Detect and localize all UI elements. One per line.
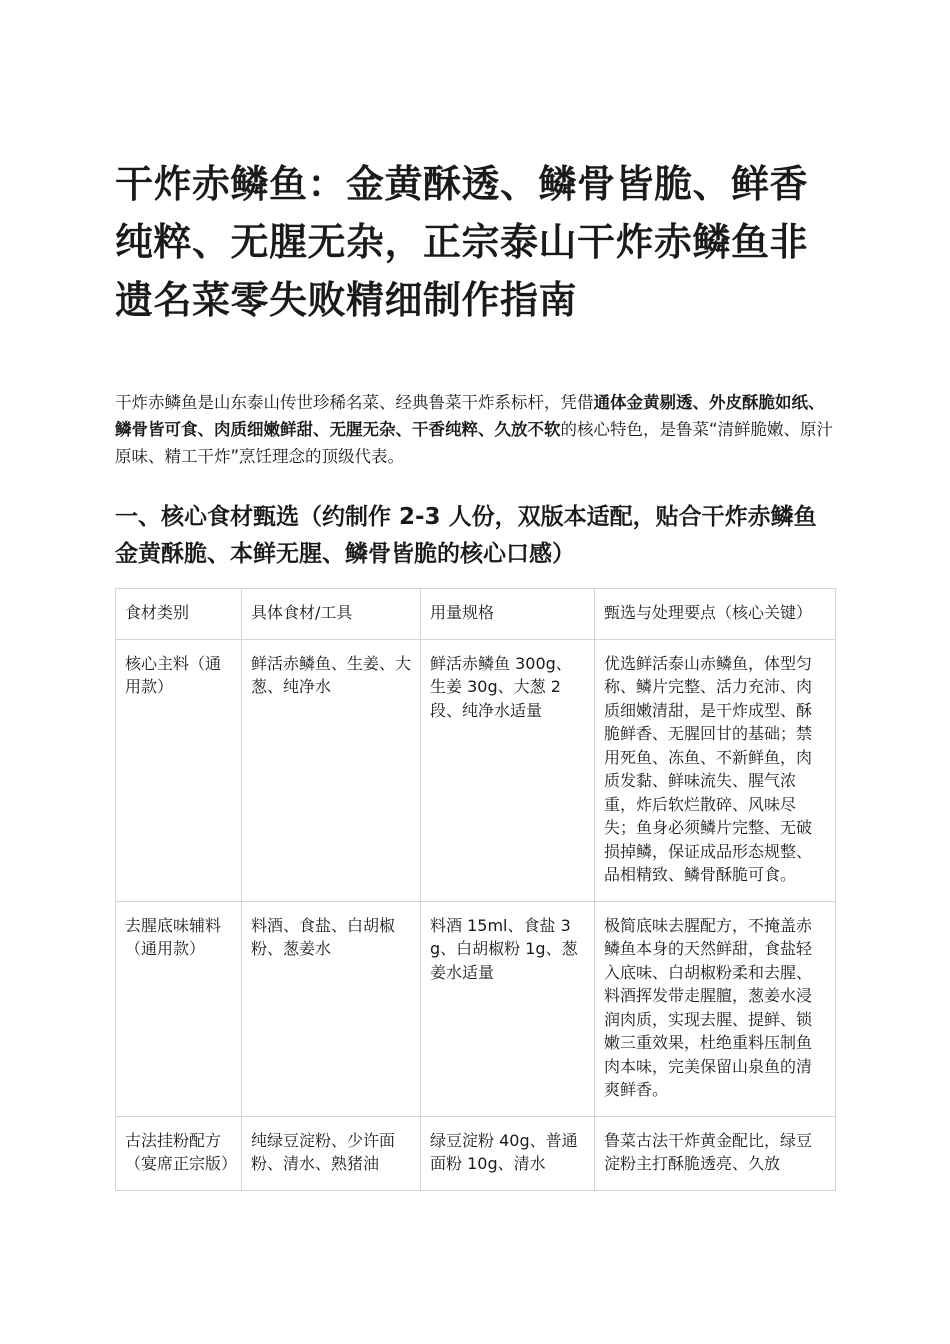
- category-cell: 古法挂粉配方（宴席正宗版）: [116, 1116, 242, 1190]
- notes-cell: 极简底味去腥配方，不掩盖赤鳞鱼本身的天然鲜甜，食盐轻入底味、白胡椒粉柔和去腥、料酒挥发带走腥膻，葱姜水浸润肉质，实现去腥、提鲜、锁嫩三重效果，杜绝重料压制鱼肉本味，完美保留山泉鱼的清爽鲜香。: [595, 901, 836, 1116]
- table-header-cell: 具体食材/工具: [242, 589, 421, 640]
- table-header-cell: 食材类别: [116, 589, 242, 640]
- intro-paragraph: [115, 389, 837, 470]
- notes-cell: 鲁菜古法干炸黄金配比，绿豆淀粉主打酥脆透亮、久放: [595, 1116, 836, 1190]
- table-row: [116, 639, 836, 901]
- section-heading: 一、核心食材甄选（约制作 2-3 人份，双版本适配，贴合干炸赤鳞鱼金黄酥脆、本鲜无腥、鳞骨皆脆的核心口感）: [115, 504, 817, 567]
- items-cell: 鲜活赤鳞鱼、生姜、大葱、纯净水: [242, 639, 421, 901]
- intro-text-2: 的核心特色，是鲁菜“清鲜脆嫩、原汁原味、精工干炸”烹饪理念的顶级代表。: [115, 420, 834, 466]
- table-header-row: [116, 589, 836, 640]
- intro-text-1: 干炸赤鳞鱼是山东泰山传世珍稀名菜、经典鲁菜干炸系标杆，凭借: [115, 393, 594, 412]
- notes-cell: 优选鲜活泰山赤鳞鱼，体型匀称、鳞片完整、活力充沛、肉质细嫩清甜，是干炸成型、酥脆鲜香、无腥回甘的基础；禁用死鱼、冻鱼、不新鲜鱼，肉质发黏、鲜味流失、腥气浓重，炸后软烂散碎、风味尽失；鱼身必须鳞片完整、无破损掉鳞，保证成品形态规整、品相精致、鳞骨酥脆可食。: [595, 639, 836, 901]
- table-row: [116, 901, 836, 1116]
- category-cell: 核心主料（通用款）: [116, 639, 242, 901]
- amount-cell: 绿豆淀粉 40g、普通面粉 10g、清水: [421, 1116, 595, 1190]
- ingredients-table-container: [115, 588, 837, 1222]
- amount-cell: 鲜活赤鳞鱼 300g、生姜 30g、大葱 2 段、纯净水适量: [421, 639, 595, 901]
- table-header-cell: 甄选与处理要点（核心关键）: [595, 589, 836, 640]
- items-cell: 纯绿豆淀粉、少许面粉、清水、熟猪油: [242, 1116, 421, 1190]
- ingredients-table: [115, 588, 836, 1191]
- items-cell: 料酒、食盐、白胡椒粉、葱姜水: [242, 901, 421, 1116]
- amount-cell: 料酒 15ml、食盐 3g、白胡椒粉 1g、葱姜水适量: [421, 901, 595, 1116]
- document-title: 干炸赤鳞鱼：金黄酥透、鳞骨皆脆、鲜香纯粹、无腥无杂，正宗泰山干炸赤鳞鱼非遗名菜零失败精细制作指南: [115, 162, 809, 322]
- category-cell: 去腥底味辅料（通用款）: [116, 901, 242, 1116]
- intro-highlight: 通体金黄剔透、外皮酥脆如纸、鳞骨皆可食、肉质细嫩鲜甜、无腥无杂、干香纯粹、久放不软: [115, 393, 825, 439]
- table-row: [116, 1116, 836, 1190]
- table-header-cell: 用量规格: [421, 589, 595, 640]
